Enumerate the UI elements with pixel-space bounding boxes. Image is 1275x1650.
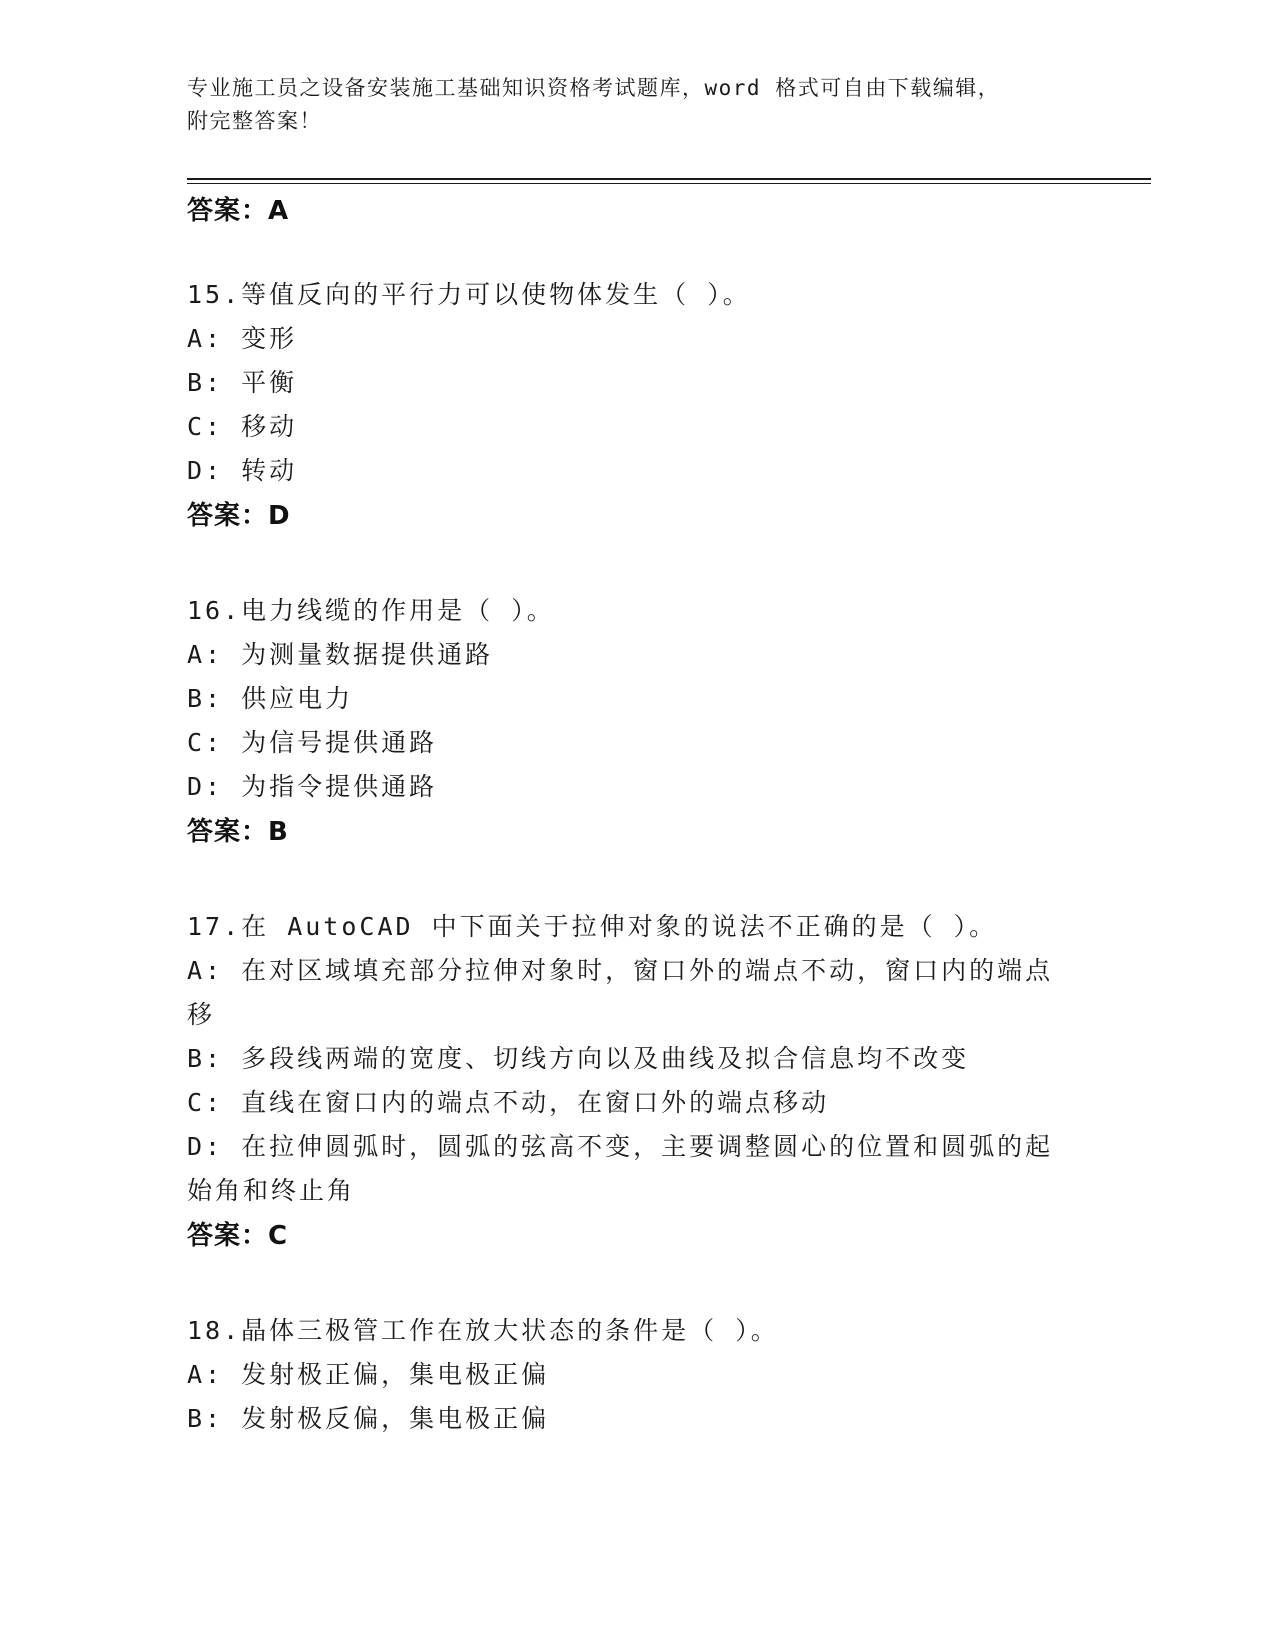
question-17-option-b: B: 多段线两端的宽度、切线方向以及曲线及拟合信息均不改变 [187, 1044, 970, 1073]
question-15-answer: 答案：D [187, 501, 291, 531]
header-line-1: 专业施工员之设备安装施工基础知识资格考试题库，word 格式可自由下载编辑， [187, 76, 1001, 100]
question-18-option-a: A: 发射极正偏，集电极正偏 [187, 1360, 550, 1389]
question-17-option-d: D: 在拉伸圆弧时，圆弧的弦高不变，主要调整圆心的位置和圆弧的起 [187, 1132, 1054, 1161]
question-16-option-c: C: 为信号提供通路 [187, 728, 438, 757]
question-15-option-a: A: 变形 [187, 324, 298, 353]
header-rule-thick [187, 178, 1151, 180]
question-17-option-d-cont: 始角和终止角 [187, 1176, 356, 1205]
question-15-stem: 15.等值反向的平行力可以使物体发生（ ）。 [187, 280, 751, 309]
document-header [187, 72, 1067, 138]
header-rule-thin [187, 183, 1151, 184]
question-17-option-a-cont: 移 [187, 1000, 216, 1029]
header-line-2: 附完整答案！ [187, 109, 322, 133]
question-17-option-a: A: 在对区域填充部分拉伸对象时，窗口外的端点不动，窗口内的端点 [187, 956, 1054, 985]
question-15-option-c: C: 移动 [187, 412, 298, 441]
question-16-option-a: A: 为测量数据提供通路 [187, 640, 494, 669]
question-16-option-d: D: 为指令提供通路 [187, 772, 438, 801]
question-17-stem: 17.在 AutoCAD 中下面关于拉伸对象的说法不正确的是（ ）。 [187, 912, 998, 941]
question-16-option-b: B: 供应电力 [187, 684, 354, 713]
question-17-answer: 答案：C [187, 1221, 289, 1251]
question-16-stem: 16.电力线缆的作用是（ ）。 [187, 596, 555, 625]
question-18-option-b: B: 发射极反偏，集电极正偏 [187, 1404, 550, 1433]
question-15-option-d: D: 转动 [187, 456, 298, 485]
question-18-stem: 18.晶体三极管工作在放大状态的条件是（ ）。 [187, 1316, 779, 1345]
question-16-answer: 答案：B [187, 817, 289, 847]
question-15-option-b: B: 平衡 [187, 368, 298, 397]
previous-answer: 答案：A [187, 196, 290, 226]
question-17-option-c: C: 直线在窗口内的端点不动，在窗口外的端点移动 [187, 1088, 830, 1117]
